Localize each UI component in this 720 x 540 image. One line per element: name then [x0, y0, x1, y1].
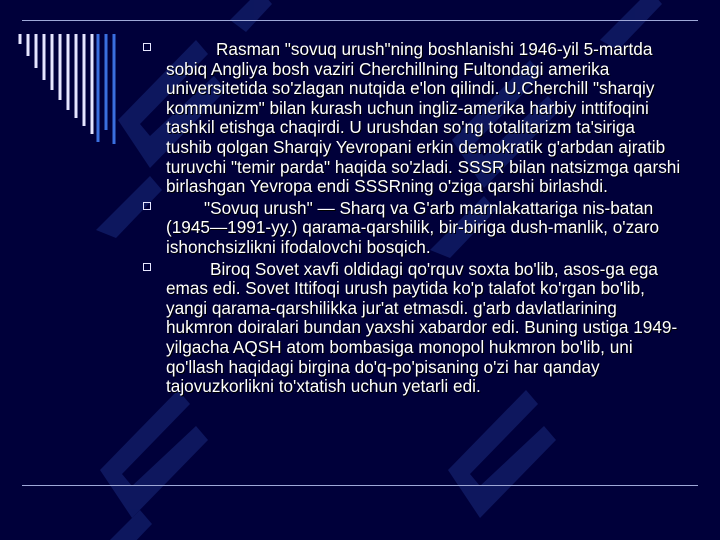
bullet-item: [143, 260, 683, 397]
slide-body: [143, 40, 683, 399]
bullet-item: [143, 199, 683, 258]
bullet-text: "Sovuq urush" — Sharq va G'arb marnlakattariga nis-batan (1945—1991-yy.) qarama-qarshilik, bir-biriga dush-manlik, o'zaro ishonchsizlikni ifodalovchi bosqich.: [166, 197, 660, 257]
decorative-stripes: [18, 34, 118, 154]
bullet-item: [143, 40, 683, 197]
hollow-square-icon: [143, 202, 151, 210]
hollow-square-icon: [143, 43, 151, 51]
bullet-text: Rasman "sovuq urush"ning boshlanishi 1946-yil 5-martda sobiq Angliya bosh vaziri Cherchillning Fultondagi amerika universitetida so'zlagan nutqida e'lon qilindi. U.Cherchill "sharqiy kommunizm" bilan kurash uchun ingliz-amerika harbiy inttifoqini tashkil etishga chaqirdi. U urushdan so'ng totalitarizm ta'siriga tushib qolgan Sharqiy Yevropani erkin demokratik g'arbdan ajratib turuvchi "temir parda" haqida so'zladi. SSSR bilan natsizmga qarshi birlashgan Yevropa endi SSSRning o'ziga qarshi birlashdi.: [166, 39, 681, 197]
top-divider: [22, 20, 698, 21]
bullet-text: Biroq Sovet xavfi oldidagi qo'rquv soxta bo'lib, asos-ga ega emas edi. Sovet Ittifoqi urush paytida ko'p talafot ko'rgan bo'lib, yangi qarama-qarshilikka jur'at etmasdi. g'arb davlatlarining hukmron doiralari bundan yaxshi xabardor edi. Buning ustiga 1949-yilgacha AQSH atom bombasiga monopol hukmron bo'lib, uni qo'llash haqidagi birgina do'q-po'pisaning o'zi har qanday tajovuzkorlikni to'xtatish uchun yetarli edi.: [166, 258, 678, 397]
hollow-square-icon: [143, 263, 151, 271]
bottom-divider: [22, 485, 698, 486]
